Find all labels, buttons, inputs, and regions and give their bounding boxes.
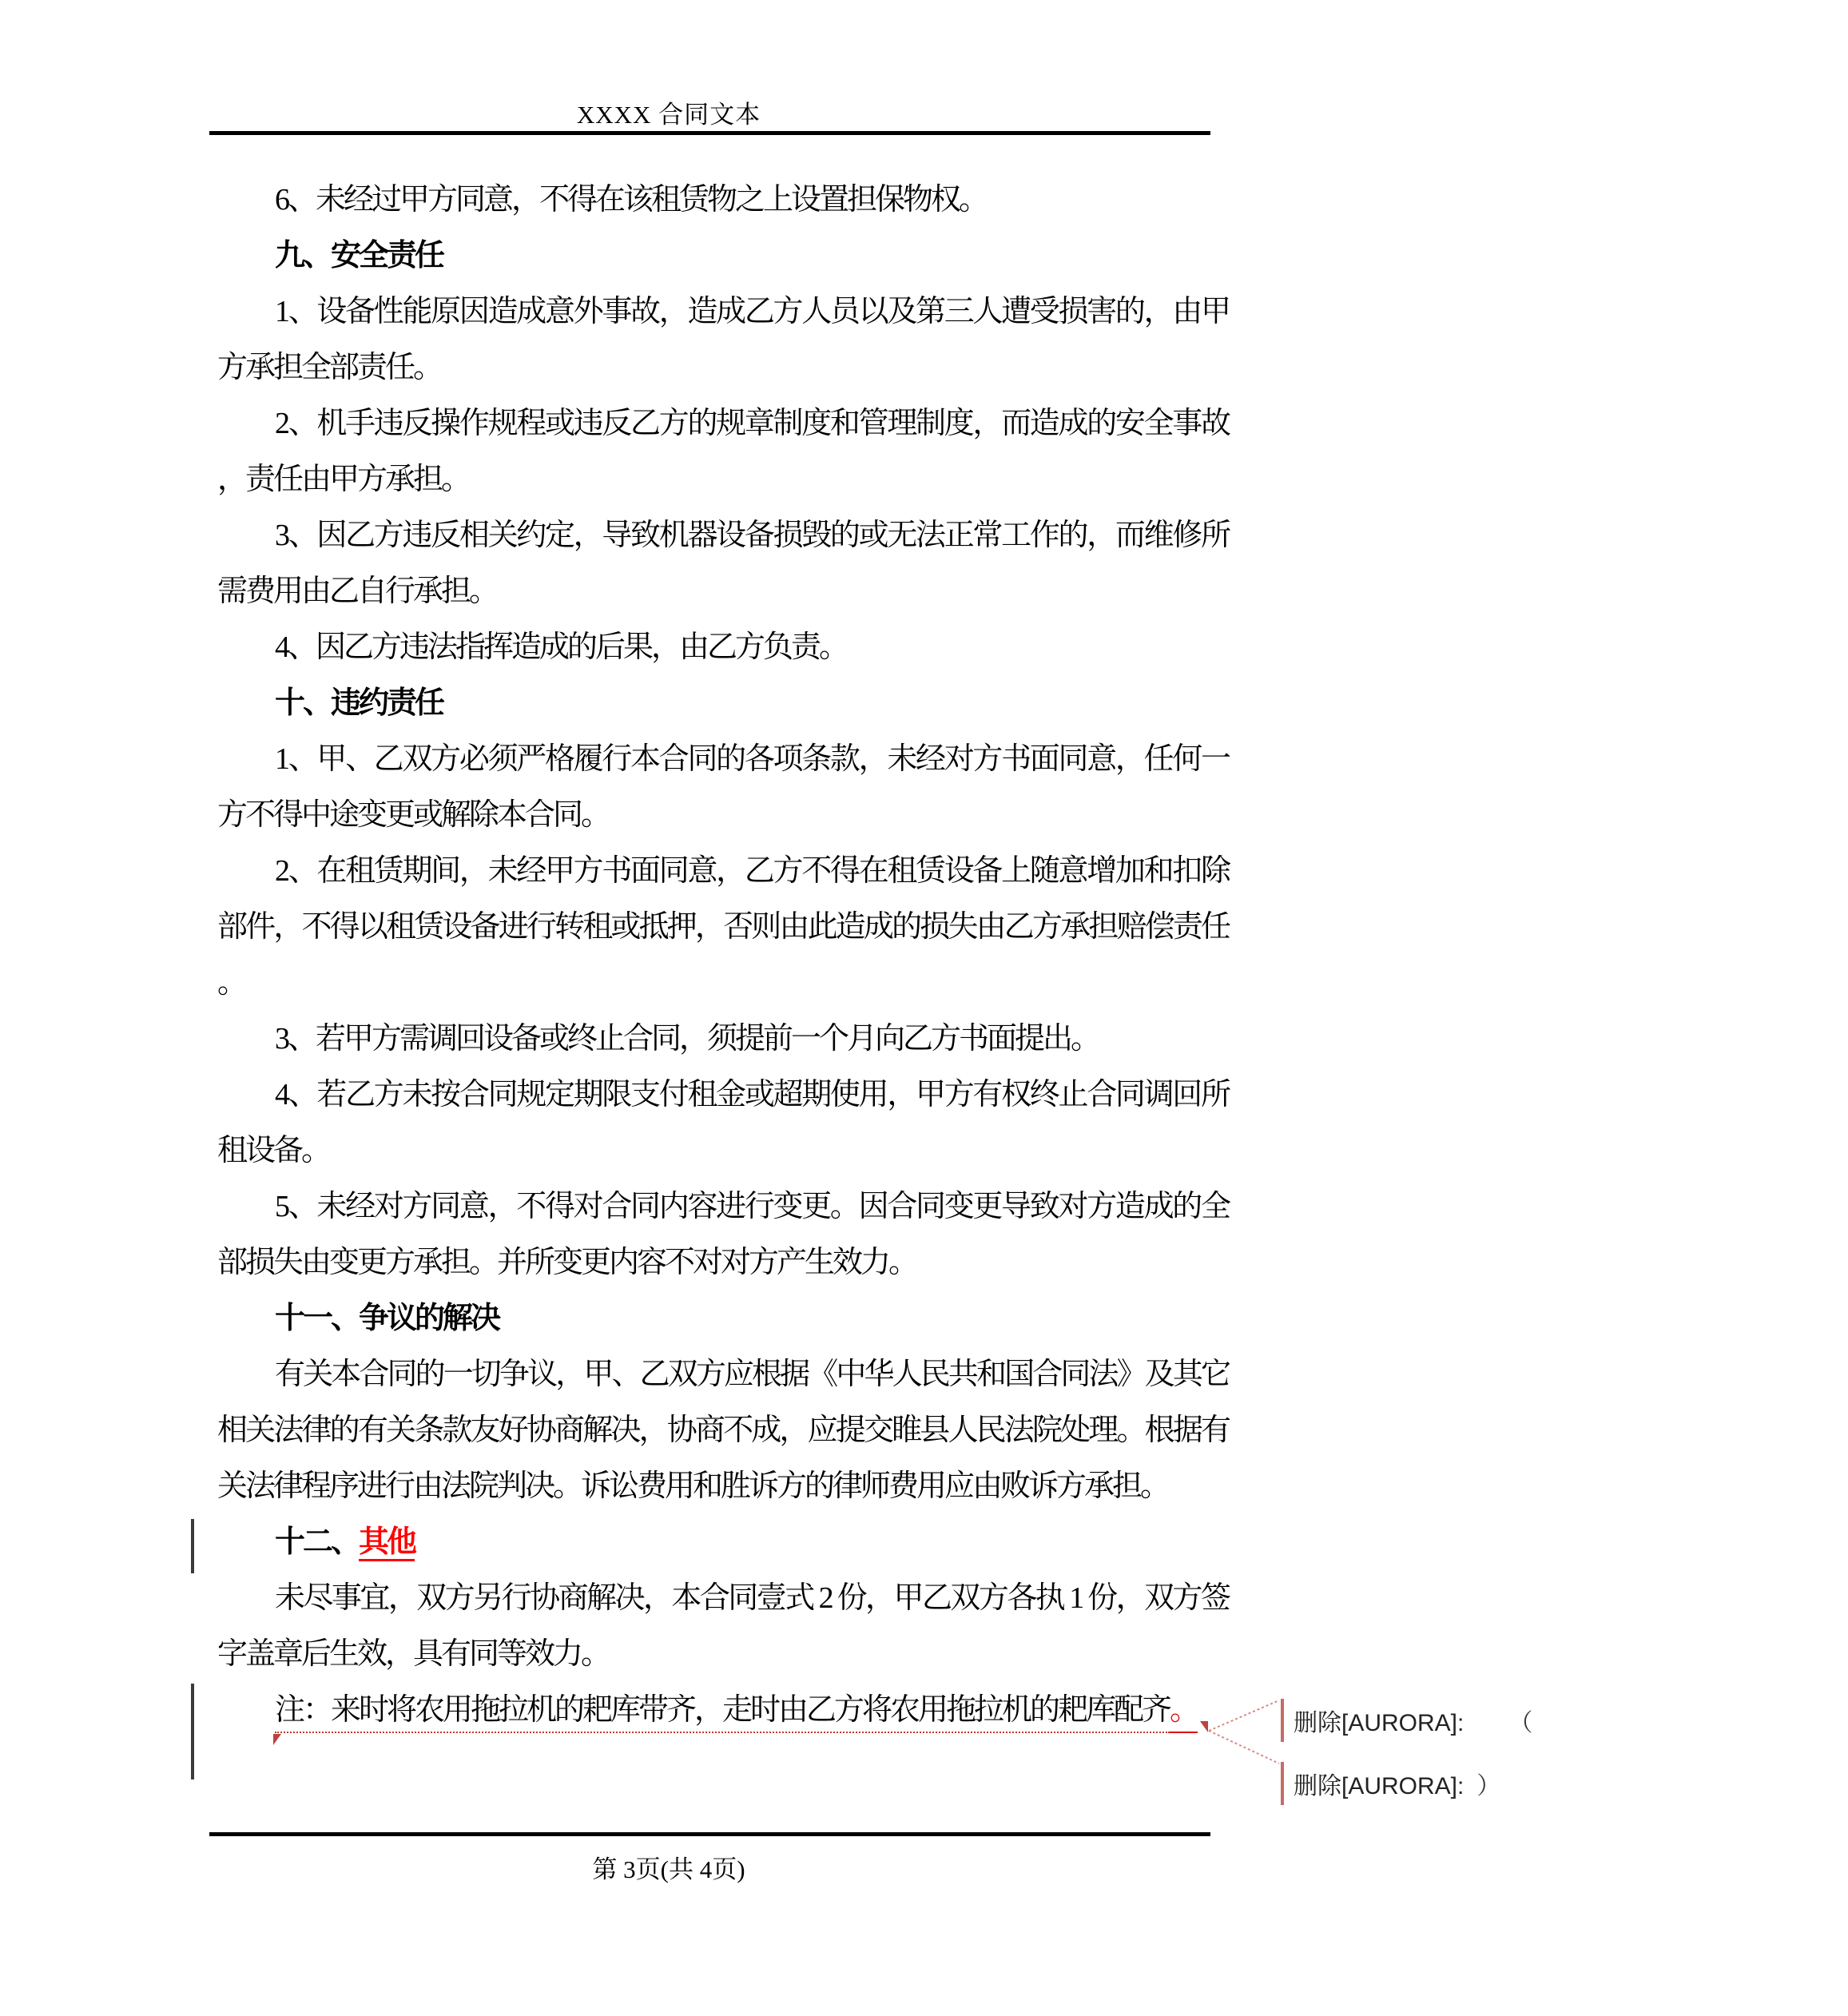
paragraph: 未尽事宜，双方另行协商解决，本合同壹式 2 份，甲乙双方各执 1 份，双方签字盖章后生效，具有同等效力。	[217, 1581, 1229, 1671]
balloon-bar-icon	[1281, 1762, 1284, 1805]
paragraph: 3、若甲方需调回设备或终止合同，须提前一个月向乙方书面提出。	[275, 1022, 1099, 1056]
footer-rule	[209, 1832, 1210, 1836]
inserted-period: 。	[1170, 1693, 1198, 1733]
paragraph: 5、未经对方同意，不得对合同内容进行变更。因合同变更导致对方造成的全部损失由变更方承担。并所变更内容不对对方产生效力。	[217, 1190, 1229, 1279]
section-heading: 十、违约责任	[275, 686, 443, 720]
deletion-marker-icon	[1200, 1721, 1208, 1732]
header-rule	[209, 131, 1210, 135]
balloon-deleted-text: （	[1508, 1710, 1533, 1736]
paragraph: 3、因乙方违反相关约定，导致机器设备损毁的或无法正常工作的，而维修所需费用由乙自行承担。	[217, 519, 1229, 608]
balloon-bar-icon	[1281, 1699, 1284, 1742]
document-body	[217, 172, 1229, 1738]
section-heading: 九、安全责任	[275, 239, 443, 272]
page-header-title: XXXX 合同文本	[576, 101, 761, 129]
paragraph: 4、因乙方违法指挥造成的后果，由乙方负责。	[275, 630, 848, 664]
inserted-text: 其他	[359, 1525, 415, 1561]
paragraph: 2、机手违反操作规程或违反乙方的规章制度和管理制度，而造成的安全事故，责任由甲方承担。	[217, 407, 1229, 496]
change-bar	[191, 1519, 194, 1573]
balloon-label: 删除[AURORA]:	[1294, 1773, 1464, 1799]
deletion-anchor-text: 注：来时将农用拖拉机的耙库带齐，走时由乙方将农用拖拉机的耙库配齐	[275, 1693, 1170, 1733]
balloon-deleted-text: ）	[1476, 1773, 1501, 1799]
balloon-label: 删除[AURORA]:	[1294, 1710, 1464, 1736]
paragraph: 4、若乙方未按合同规定期限支付租金或超期使用，甲方有权终止合同调回所租设备。	[217, 1078, 1229, 1167]
change-bar	[191, 1684, 194, 1779]
note-line	[217, 1682, 1229, 1738]
revision-balloon-deletion[interactable]	[1281, 1762, 1500, 1805]
page-number: 第 3页(共 4页)	[592, 1855, 745, 1883]
heading-prefix: 十二、	[275, 1525, 360, 1559]
paragraph: 1、甲、乙双方必须严格履行本合同的各项条款，未经对方书面同意，任何一方不得中途变更或解除本合同。	[217, 742, 1229, 832]
paragraph: 6、未经过甲方同意，不得在该租赁物之上设置担保物权。	[275, 183, 988, 217]
revision-balloon-deletion[interactable]	[1281, 1699, 1532, 1742]
paragraph: 1、设备性能原因造成意外事故，造成乙方人员以及第三人遭受损害的，由甲方承担全部责任。	[217, 295, 1229, 384]
section-heading: 十一、争议的解决	[275, 1302, 499, 1335]
paragraph: 有关本合同的一切争议，甲、乙双方应根据《中华人民共和国合同法》及其它相关法律的有关条款友好协商解决，协商不成，应提交睢县人民法院处理。根据有关法律程序进行由法院判决。诉讼费用和胜诉方的律师费用应由败诉方承担。	[217, 1358, 1229, 1503]
paragraph: 2、在租赁期间，未经甲方书面同意，乙方不得在租赁设备上随意增加和扣除部件，不得以租赁设备进行转租或抵押，否则由此造成的损失由乙方承担赔偿责任。	[217, 854, 1229, 1000]
section-heading-other	[217, 1514, 1229, 1570]
